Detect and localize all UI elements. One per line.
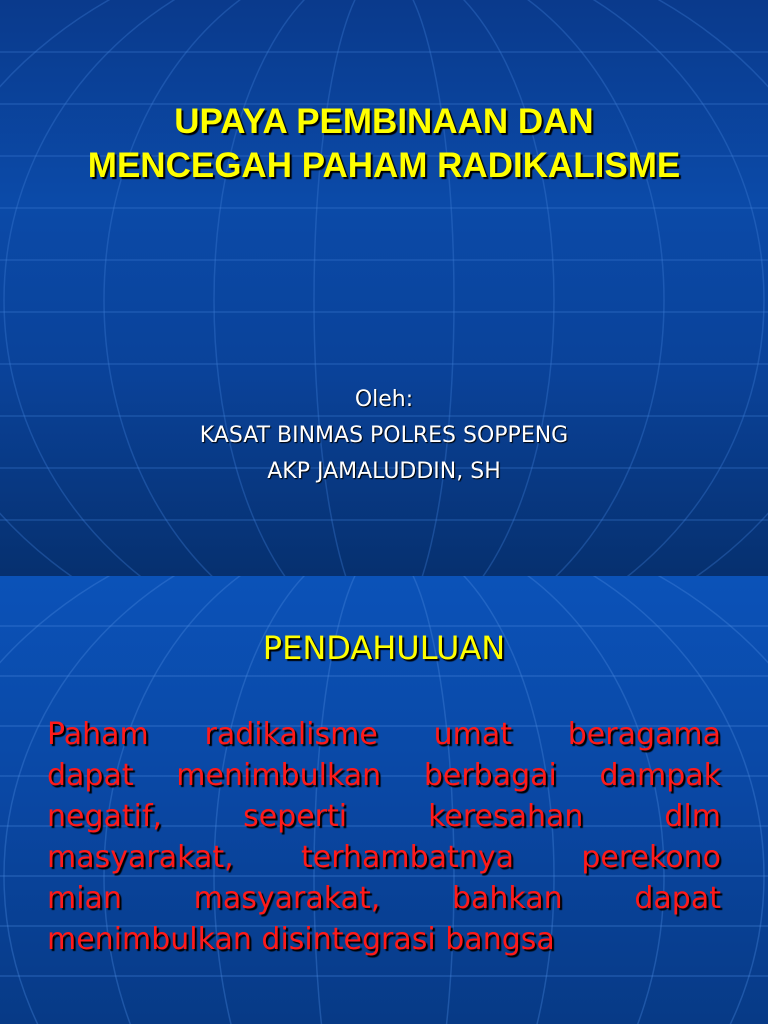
body-line: menimbulkan disintegrasi bangsa bbox=[47, 922, 555, 957]
author-byline bbox=[0, 382, 768, 490]
title-line-1: UPAYA PEMBINAAN DAN bbox=[174, 102, 594, 141]
body-line: Paham radikalisme umat beragama bbox=[47, 717, 721, 752]
title-line-2: MENCEGAH PAHAM RADIKALISME bbox=[87, 146, 681, 185]
introduction-slide bbox=[0, 576, 768, 1024]
section-heading: PENDAHULUAN bbox=[262, 629, 506, 667]
body-line: mian masyarakat, bahkan dapat bbox=[47, 881, 721, 916]
slide-title bbox=[0, 100, 768, 188]
byline-label: Oleh: bbox=[354, 387, 414, 412]
byline-position: KASAT BINMAS POLRES SOPPENG bbox=[199, 423, 569, 448]
byline-name: AKP JAMALUDDIN, SH bbox=[267, 459, 501, 484]
body-paragraph bbox=[47, 714, 721, 960]
body-line: negatif, seperti keresahan dlm bbox=[47, 799, 721, 834]
body-line: masyarakat, terhambatnya perekono bbox=[47, 840, 721, 875]
body-line: dapat menimbulkan berbagai dampak bbox=[47, 758, 721, 793]
